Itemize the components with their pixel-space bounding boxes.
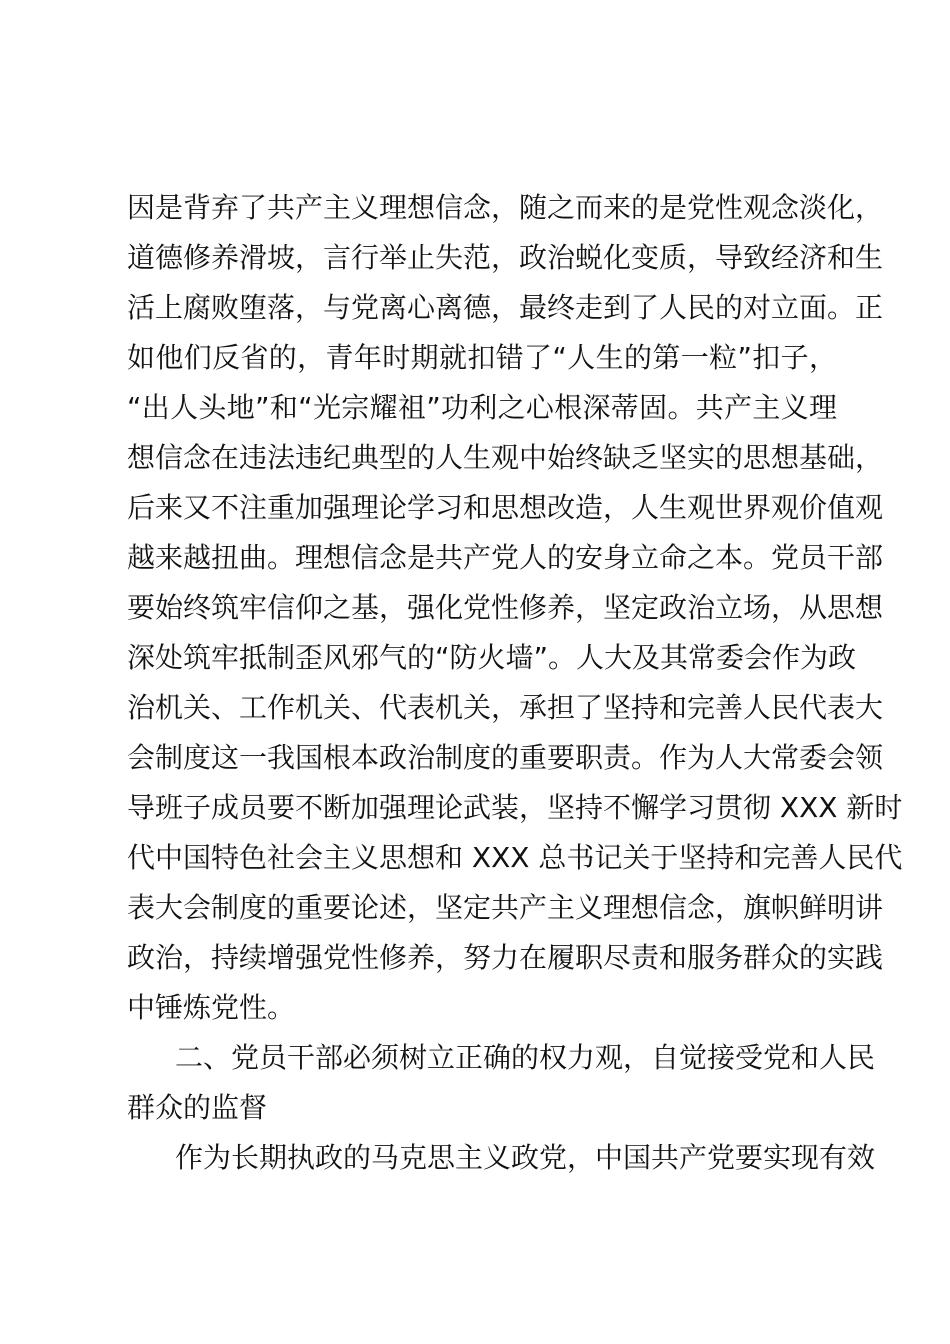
- paragraph-line: 后来又不注重加强理论学习和思想改造，人生观世界观价值观: [127, 491, 884, 524]
- paragraph-line: 要始终筑牢信仰之基，强化党性修养，坚定政治立场，从思想: [127, 591, 884, 624]
- section-heading-line: 群众的监督: [127, 1091, 268, 1124]
- paragraph-line: 道德修养滑坡，言行举止失范，政治蜕化变质，导致经济和生: [127, 241, 884, 274]
- paragraph-line: 政治，持续增强党性修养，努力在履职尽责和服务群众的实践: [127, 941, 884, 974]
- paragraph-line: 想信念在违法违纪典型的人生观中始终缺乏坚实的思想基础，: [127, 441, 884, 474]
- paragraph-line: 代中国特色社会主义思想和 XXX 总书记关于坚持和完善人民代: [127, 841, 903, 874]
- paragraph-line: 如他们反省的，青年时期就扣错了“人生的第一粒”扣子，: [127, 341, 837, 374]
- paragraph-line: 中锤炼党性。: [127, 991, 296, 1024]
- section-heading-line: 二、党员干部必须树立正确的权力观，自觉接受党和人民: [175, 1041, 876, 1074]
- paragraph-line: 表大会制度的重要论述，坚定共产主义理想信念，旗帜鲜明讲: [127, 891, 884, 924]
- paragraph-line: “出人头地”和“光宗耀祖”功利之心根深蒂固。共产主义理: [127, 391, 837, 424]
- paragraph-line: 因是背弃了共产主义理想信念，随之而来的是党性观念淡化，: [127, 191, 884, 224]
- paragraph-line: 活上腐败堕落，与党离心离德，最终走到了人民的对立面。正: [127, 291, 884, 324]
- paragraph-line: 会制度这一我国根本政治制度的重要职责。作为人大常委会领: [127, 741, 884, 774]
- paragraph-line: 治机关、工作机关、代表机关，承担了坚持和完善人民代表大: [127, 691, 884, 724]
- paragraph-line: 深处筑牢抵制歪风邪气的“防火墙”。人大及其常委会作为政: [127, 641, 857, 674]
- paragraph-line: 越来越扭曲。理想信念是共产党人的安身立命之本。党员干部: [127, 541, 884, 574]
- paragraph-line: 作为长期执政的马克思主义政党，中国共产党要实现有效: [175, 1141, 876, 1174]
- paragraph-line: 导班子成员要不断加强理论武装，坚持不懈学习贯彻 XXX 新时: [127, 791, 903, 824]
